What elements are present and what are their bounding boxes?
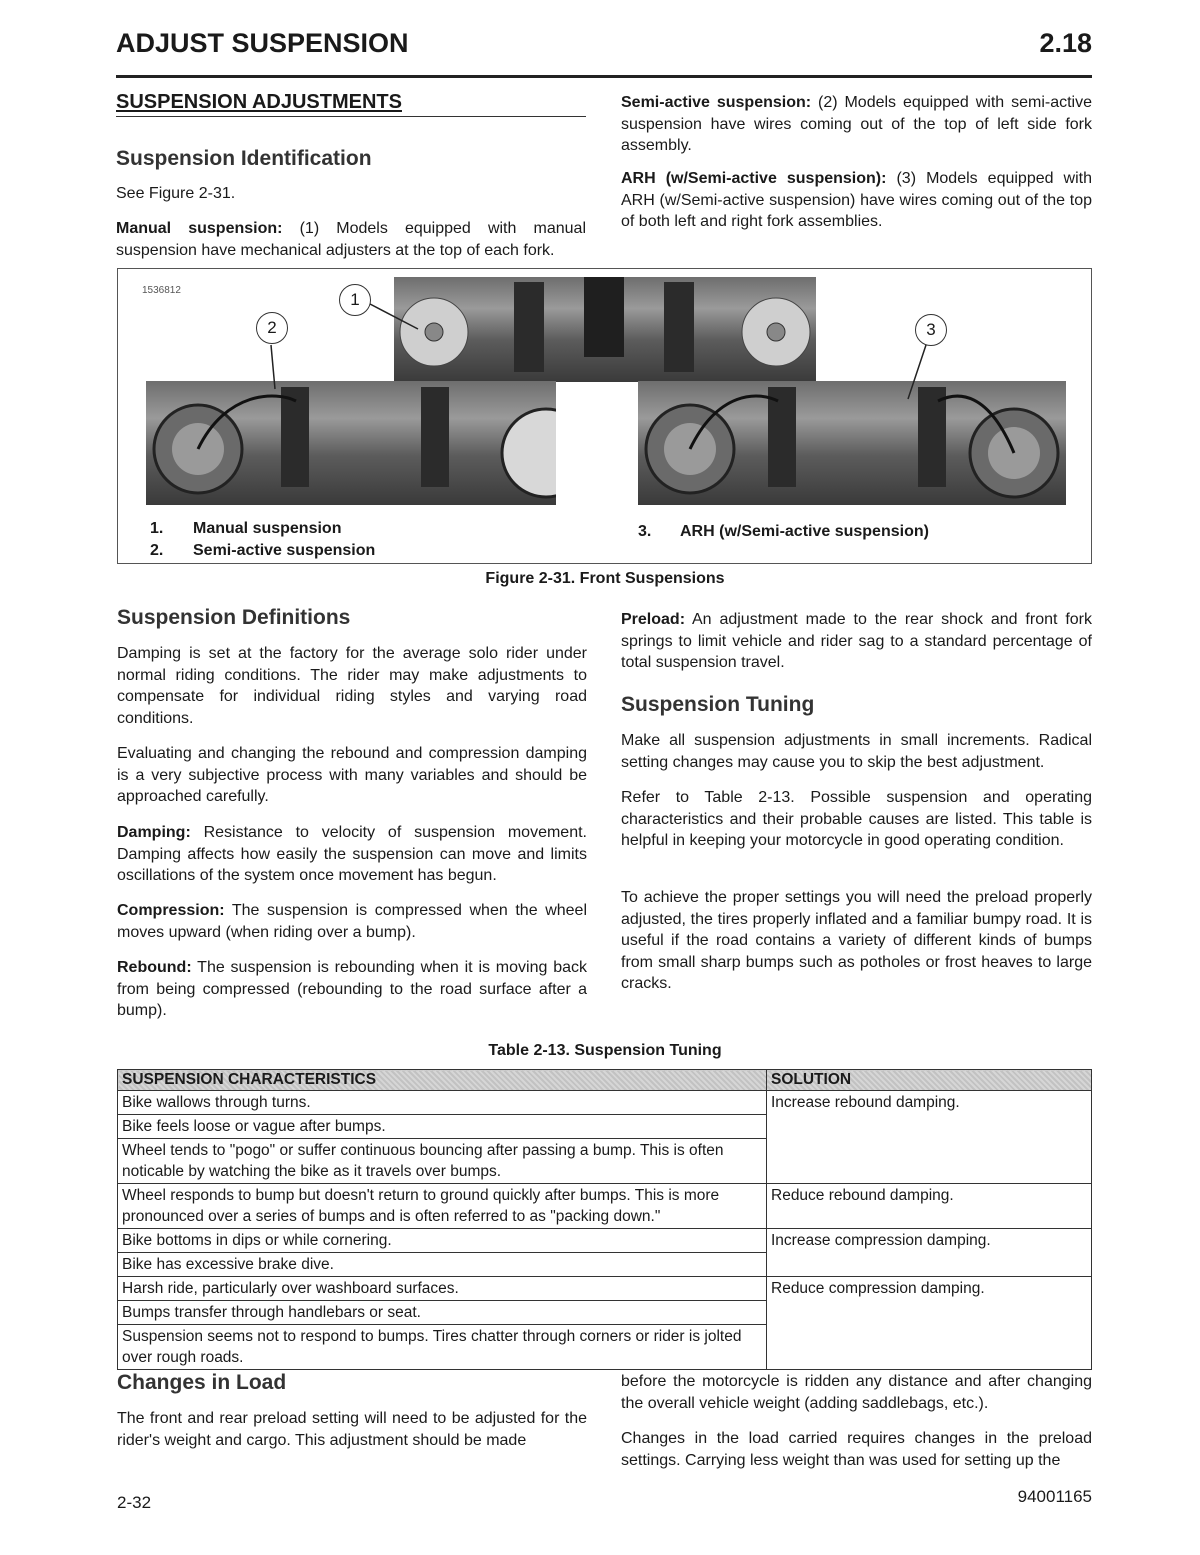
arh-label: ARH (w/Semi-active suspension):: [621, 170, 887, 187]
characteristic-cell: Wheel tends to "pogo" or suffer continuous bouncing after passing a bump. This is often noticable by watching the bike as it travels over bumps.: [118, 1139, 767, 1184]
compression-label: Compression:: [117, 902, 225, 919]
preload-paragraph: [621, 609, 1092, 674]
compression-text: The suspension is compressed when the wheel moves upward (when riding over a bump).: [117, 902, 587, 941]
legend-num-2: 2.: [150, 542, 164, 559]
manual-suspension-paragraph: [116, 218, 586, 261]
figure-caption: Figure 2-31. Front Suspensions: [485, 570, 725, 587]
semi-text: (2) Models equipped with semi-active suspension have wires coming out of the top of left side fork assembly.: [621, 94, 1092, 154]
arh-text: (3) Models equipped with ARH (w/Semi-active suspension) have wires coming out of the top of both left and right fork assemblies.: [621, 170, 1092, 230]
characteristic-cell: Bike wallows through turns.: [118, 1091, 767, 1115]
callout-2: 2: [256, 312, 288, 344]
section-number: 2.18: [1039, 28, 1092, 58]
preload-label: Preload:: [621, 611, 686, 628]
suspension-tuning-table: [117, 1069, 1092, 1370]
load-heading: Changes in Load: [117, 1371, 287, 1394]
compression-paragraph: [117, 900, 587, 943]
table-row: [118, 1229, 1092, 1253]
definitions-heading: Suspension Definitions: [117, 606, 351, 629]
tuning-paragraph-2: Refer to Table 2-13. Possible suspension and operating characteristics and their probable causes are listed. This table is helpful in keeping your motorcycle in good operating condition.: [621, 789, 1092, 849]
page-number: 2-32: [117, 1493, 152, 1512]
preload-text: An adjustment made to the rear shock and front fork springs to limit vehicle and rider sag to a standard percentage of total suspension travel.: [621, 611, 1092, 671]
table-header-row: [118, 1070, 1092, 1091]
characteristic-cell: Harsh ride, particularly over washboard surfaces.: [118, 1277, 767, 1301]
manual-label: Manual suspension:: [116, 220, 283, 237]
solution-cell: Reduce compression damping.: [767, 1277, 1092, 1370]
solution-cell: Increase rebound damping.: [767, 1091, 1092, 1184]
rebound-paragraph: [117, 957, 587, 1022]
definitions-paragraph-1: Damping is set at the factory for the average solo rider under normal riding conditions. The rider may make adjustments to compensate for individual riding styles and varying road conditions.: [117, 645, 587, 727]
page-title: ADJUST SUSPENSION: [116, 28, 409, 58]
identification-heading: Suspension Identification: [116, 147, 372, 170]
solution-cell: Increase compression damping.: [767, 1229, 1092, 1277]
legend-label-1: Manual suspension: [193, 520, 342, 537]
tuning-paragraph-3: To achieve the proper settings you will need the preload properly adjusted, the tires properly inflated and a familiar bumpy road. It is useful if the road contains a variety of different kinds of bumps from small sharp bumps such as potholes or frost heaves to large cracks.: [621, 889, 1092, 992]
section-underline: [116, 116, 586, 117]
figure-id: 1536812: [142, 285, 181, 296]
legend-num-1: 1.: [150, 520, 164, 537]
rebound-text: The suspension is rebounding when it is moving back from being compressed (rebounding to the road surface after a bump).: [117, 959, 587, 1019]
legend-label-3: ARH (w/Semi-active suspension): [680, 523, 929, 540]
characteristic-cell: Suspension seems not to respond to bumps. Tires chatter through corners or rider is jolted over rough roads.: [118, 1325, 767, 1370]
column-header-characteristics: SUSPENSION CHARACTERISTICS: [118, 1070, 767, 1091]
characteristic-cell: Wheel responds to bump but doesn't return to ground quickly after bumps. This is more pronounced over a series of bumps and is often referred to as "packing down.": [118, 1184, 767, 1229]
damping-paragraph: [117, 822, 587, 887]
table-caption: Table 2-13. Suspension Tuning: [488, 1042, 722, 1059]
callout-1: 1: [339, 284, 371, 316]
tuning-paragraph-1: Make all suspension adjustments in small increments. Radical setting changes may cause you to skip the best adjustment.: [621, 732, 1092, 771]
load-paragraph-1: The front and rear preload setting will need to be adjusted for the rider's weight and cargo. This adjustment should be made: [117, 1410, 587, 1449]
section-title: SUSPENSION ADJUSTMENTS: [116, 91, 402, 113]
see-figure-text: See Figure 2-31.: [116, 185, 236, 202]
tuning-heading: Suspension Tuning: [621, 693, 815, 716]
table-row: [118, 1277, 1092, 1301]
arh-paragraph: [621, 168, 1092, 233]
column-header-solution: SOLUTION: [767, 1070, 1092, 1091]
characteristic-cell: Bike has excessive brake dive.: [118, 1253, 767, 1277]
legend-label-2: Semi-active suspension: [193, 542, 376, 559]
rebound-label: Rebound:: [117, 959, 192, 976]
characteristic-cell: Bike feels loose or vague after bumps.: [118, 1115, 767, 1139]
damping-label: Damping:: [117, 824, 191, 841]
legend-num-3: 3.: [638, 523, 652, 540]
load-paragraph-3: Changes in the load carried requires changes in the preload settings. Carrying less weight than was used for setting up the: [621, 1430, 1092, 1469]
solution-cell: Reduce rebound damping.: [767, 1184, 1092, 1229]
table-row: [118, 1184, 1092, 1229]
semi-active-paragraph: [621, 92, 1092, 157]
definitions-paragraph-2: Evaluating and changing the rebound and compression damping is a very subjective process with many variables and should be approached carefully.: [117, 745, 587, 805]
document-number: 94001165: [1017, 1487, 1092, 1506]
load-paragraph-2: before the motorcycle is ridden any distance and after changing the overall vehicle weight (adding saddlebags, etc.).: [621, 1373, 1092, 1412]
manual-text: (1) Models equipped with manual suspension have mechanical adjusters at the top of each fork.: [116, 220, 587, 259]
characteristic-cell: Bike bottoms in dips or while cornering.: [118, 1229, 767, 1253]
damping-text: Resistance to velocity of suspension movement. Damping affects how easily the suspension can move and limits oscillations of the system once movement has begun.: [117, 824, 587, 884]
header-rule: [116, 75, 1092, 78]
characteristic-cell: Bumps transfer through handlebars or seat.: [118, 1301, 767, 1325]
figure-front-suspensions: [117, 268, 1092, 564]
table-row: [118, 1091, 1092, 1115]
callout-3: 3: [915, 314, 947, 346]
semi-label: Semi-active suspension:: [621, 94, 812, 111]
